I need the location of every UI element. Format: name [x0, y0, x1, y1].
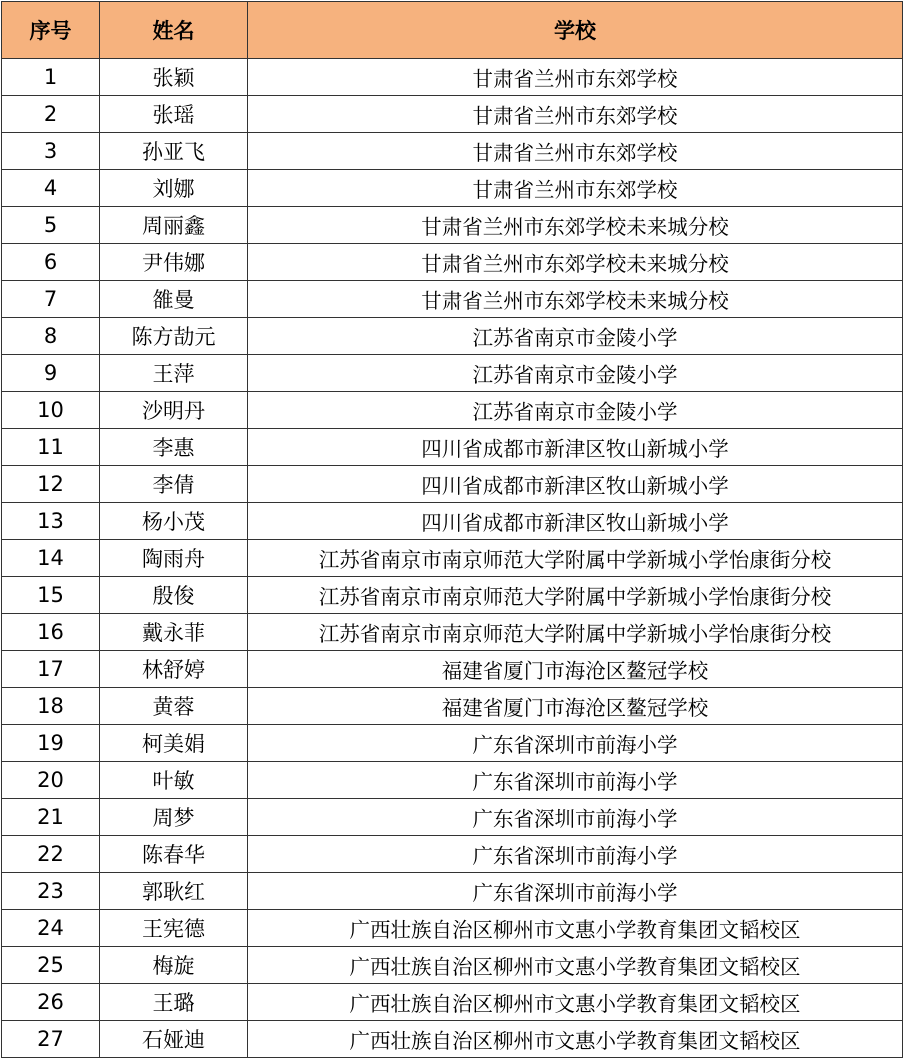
table-row [2, 799, 903, 836]
row-school-cell: 江苏省南京市金陵小学 [248, 355, 903, 392]
table-row [2, 503, 903, 540]
row-number-cell: 8 [2, 318, 100, 355]
row-name-cell: 叶敏 [100, 762, 248, 799]
row-number-cell: 22 [2, 836, 100, 873]
row-name-cell: 周梦 [100, 799, 248, 836]
row-school-cell: 广西壮族自治区柳州市文惠小学教育集团文韬校区 [248, 910, 903, 947]
table-row [2, 873, 903, 910]
row-number-cell: 3 [2, 133, 100, 170]
row-school-cell: 甘肃省兰州市东郊学校未来城分校 [248, 207, 903, 244]
row-number-cell: 1 [2, 59, 100, 96]
row-name-cell: 杨小茂 [100, 503, 248, 540]
header-school: 学校 [248, 2, 903, 59]
row-number-cell: 9 [2, 355, 100, 392]
row-number-cell: 17 [2, 651, 100, 688]
row-number-cell: 18 [2, 688, 100, 725]
row-name-cell: 雒曼 [100, 281, 248, 318]
row-school-cell: 福建省厦门市海沧区鳌冠学校 [248, 651, 903, 688]
row-name-cell: 郭耿红 [100, 873, 248, 910]
row-name-cell: 陈方劼元 [100, 318, 248, 355]
row-school-cell: 甘肃省兰州市东郊学校未来城分校 [248, 281, 903, 318]
table-row [2, 910, 903, 947]
row-number-cell: 5 [2, 207, 100, 244]
table-row [2, 762, 903, 799]
row-number-cell: 2 [2, 96, 100, 133]
row-school-cell: 甘肃省兰州市东郊学校 [248, 96, 903, 133]
row-school-cell: 江苏省南京市南京师范大学附属中学新城小学怡康街分校 [248, 540, 903, 577]
row-name-cell: 王璐 [100, 984, 248, 1021]
roster-table [1, 1, 903, 1058]
row-school-cell: 甘肃省兰州市东郊学校未来城分校 [248, 244, 903, 281]
row-number-cell: 6 [2, 244, 100, 281]
table-row [2, 59, 903, 96]
row-school-cell: 广东省深圳市前海小学 [248, 799, 903, 836]
row-name-cell: 陶雨舟 [100, 540, 248, 577]
row-number-cell: 12 [2, 466, 100, 503]
table-row [2, 281, 903, 318]
table-row [2, 429, 903, 466]
row-number-cell: 16 [2, 614, 100, 651]
table-row [2, 355, 903, 392]
table-row [2, 725, 903, 762]
row-name-cell: 张瑶 [100, 96, 248, 133]
table-row [2, 947, 903, 984]
table-row [2, 1021, 903, 1058]
row-name-cell: 戴永菲 [100, 614, 248, 651]
row-number-cell: 27 [2, 1021, 100, 1058]
row-name-cell: 王萍 [100, 355, 248, 392]
row-number-cell: 25 [2, 947, 100, 984]
row-name-cell: 周丽鑫 [100, 207, 248, 244]
table-row [2, 318, 903, 355]
row-school-cell: 甘肃省兰州市东郊学校 [248, 59, 903, 96]
row-number-cell: 14 [2, 540, 100, 577]
row-number-cell: 21 [2, 799, 100, 836]
row-school-cell: 广西壮族自治区柳州市文惠小学教育集团文韬校区 [248, 1021, 903, 1058]
row-number-cell: 4 [2, 170, 100, 207]
row-school-cell: 广东省深圳市前海小学 [248, 725, 903, 762]
table-row [2, 688, 903, 725]
row-name-cell: 张颖 [100, 59, 248, 96]
row-school-cell: 江苏省南京市南京师范大学附属中学新城小学怡康街分校 [248, 577, 903, 614]
row-name-cell: 尹伟娜 [100, 244, 248, 281]
row-school-cell: 福建省厦门市海沧区鳌冠学校 [248, 688, 903, 725]
row-name-cell: 林舒婷 [100, 651, 248, 688]
table-row [2, 170, 903, 207]
row-name-cell: 梅旋 [100, 947, 248, 984]
row-number-cell: 13 [2, 503, 100, 540]
row-name-cell: 柯美娟 [100, 725, 248, 762]
row-school-cell: 江苏省南京市金陵小学 [248, 392, 903, 429]
table-row [2, 651, 903, 688]
row-school-cell: 甘肃省兰州市东郊学校 [248, 170, 903, 207]
row-number-cell: 10 [2, 392, 100, 429]
row-school-cell: 四川省成都市新津区牧山新城小学 [248, 503, 903, 540]
row-school-cell: 广东省深圳市前海小学 [248, 762, 903, 799]
row-number-cell: 20 [2, 762, 100, 799]
row-number-cell: 11 [2, 429, 100, 466]
row-school-cell: 广东省深圳市前海小学 [248, 836, 903, 873]
row-school-cell: 广西壮族自治区柳州市文惠小学教育集团文韬校区 [248, 947, 903, 984]
table-row [2, 244, 903, 281]
header-row [2, 2, 903, 59]
row-number-cell: 7 [2, 281, 100, 318]
row-school-cell: 广东省深圳市前海小学 [248, 873, 903, 910]
table-row [2, 466, 903, 503]
row-name-cell: 王宪德 [100, 910, 248, 947]
table-row [2, 614, 903, 651]
table-body [2, 59, 903, 1058]
row-name-cell: 刘娜 [100, 170, 248, 207]
row-name-cell: 石娅迪 [100, 1021, 248, 1058]
table-row [2, 133, 903, 170]
table-row [2, 984, 903, 1021]
row-number-cell: 15 [2, 577, 100, 614]
row-school-cell: 甘肃省兰州市东郊学校 [248, 133, 903, 170]
table-row [2, 392, 903, 429]
row-name-cell: 沙明丹 [100, 392, 248, 429]
row-name-cell: 殷俊 [100, 577, 248, 614]
row-number-cell: 19 [2, 725, 100, 762]
header-name: 姓名 [100, 2, 248, 59]
row-name-cell: 李倩 [100, 466, 248, 503]
row-name-cell: 陈春华 [100, 836, 248, 873]
header-no: 序号 [2, 2, 100, 59]
row-school-cell: 江苏省南京市南京师范大学附属中学新城小学怡康街分校 [248, 614, 903, 651]
table-row [2, 577, 903, 614]
row-school-cell: 四川省成都市新津区牧山新城小学 [248, 466, 903, 503]
table-row [2, 540, 903, 577]
table-header [2, 2, 903, 59]
row-name-cell: 黄蓉 [100, 688, 248, 725]
row-school-cell: 四川省成都市新津区牧山新城小学 [248, 429, 903, 466]
row-name-cell: 李惠 [100, 429, 248, 466]
row-number-cell: 24 [2, 910, 100, 947]
row-school-cell: 广西壮族自治区柳州市文惠小学教育集团文韬校区 [248, 984, 903, 1021]
row-school-cell: 江苏省南京市金陵小学 [248, 318, 903, 355]
table-row [2, 836, 903, 873]
table-row [2, 207, 903, 244]
row-name-cell: 孙亚飞 [100, 133, 248, 170]
table-row [2, 96, 903, 133]
row-number-cell: 26 [2, 984, 100, 1021]
row-number-cell: 23 [2, 873, 100, 910]
